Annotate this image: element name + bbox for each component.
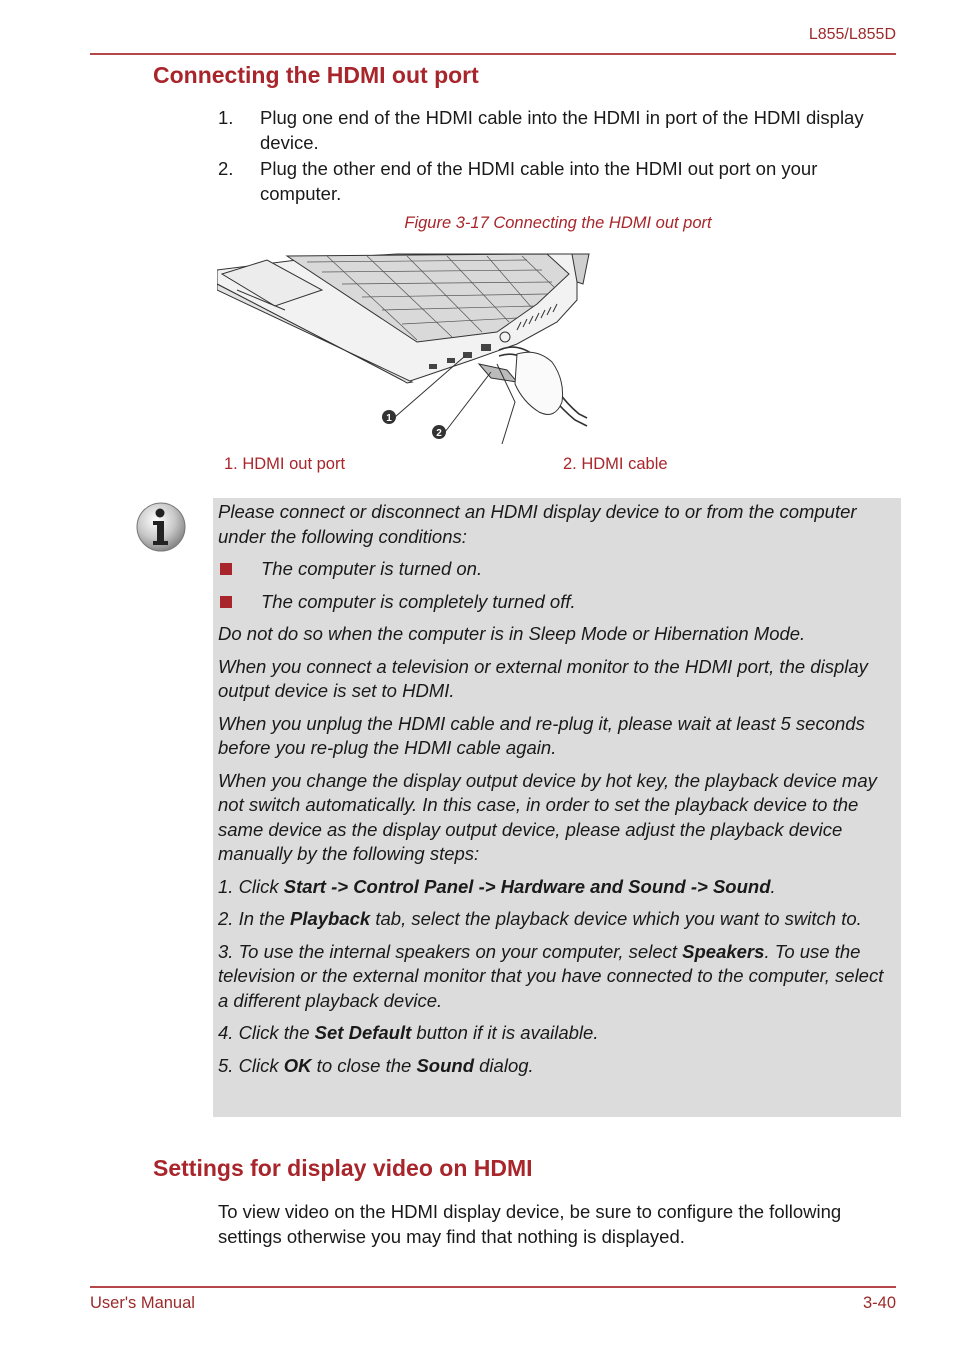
footer-manual-title: User's Manual [90, 1294, 195, 1312]
note-step-2: 2. In the Playback tab, select the playback device which you want to switch to. [218, 908, 862, 929]
bullet-text: The computer is turned on. [261, 558, 483, 579]
step-text: Plug one end of the HDMI cable into the HDMI in port of the HDMI display device. [260, 107, 864, 153]
footer-rule [90, 1286, 896, 1288]
note-step-3: 3. To use the internal speakers on your computer, select Speakers. To use the television or the external monitor that you have connected to the computer, select a different playback device. [218, 940, 884, 1011]
list-item [218, 157, 898, 206]
page-number: 3-40 [862, 1294, 896, 1312]
bullet-text: The computer is completely turned off. [261, 590, 576, 612]
section-heading-hdmi-settings: Settings for display video on HDMI [153, 1155, 533, 1181]
note-paragraph: When you unplug the HDMI cable and re-plug it, please wait at least 5 seconds before you re-plug the HDMI cable again. [218, 712, 865, 758]
step-text: Plug the other end of the HDMI cable into the HDMI out port on your computer. [260, 158, 818, 204]
list-item [218, 106, 898, 155]
note-paragraph: Do not do so when the computer is in Sleep Mode or Hibernation Mode. [218, 623, 806, 644]
laptop-illustration [217, 252, 593, 444]
list-item [218, 557, 896, 582]
list-item [218, 590, 896, 615]
bullet-square-icon [220, 563, 232, 575]
laptop-hdmi-figure [217, 252, 593, 444]
note-step-1: 1. Click Start -> Control Panel -> Hardware and Sound -> Sound. [218, 875, 776, 897]
note-step-5: 5. Click OK to close the Sound dialog. [218, 1054, 534, 1076]
figure-caption: Figure 3-17 Connecting the HDMI out port [404, 214, 712, 232]
info-icon [135, 501, 187, 553]
note-paragraph: When you change the display output device by hot key, the playback device may not switch automatically. In this case, in order to set the playback device to the same device as the display output device, please adjust the playback device manually by the following steps: [218, 769, 877, 864]
note-intro: Please connect or disconnect an HDMI display device to or from the computer under the following conditions: [218, 501, 857, 547]
callout-label: 1 [386, 413, 392, 424]
note-paragraph: When you connect a television or external monitor to the HDMI port, the display output device is set to HDMI. [218, 655, 868, 701]
bullet-square-icon [220, 596, 232, 608]
step-number: 2. [218, 158, 234, 179]
legend-hdmi-out-port: 1. HDMI out port [224, 455, 346, 473]
note-step-4: 4. Click the Set Default button if it is available. [218, 1022, 599, 1043]
legend-hdmi-cable: 2. HDMI cable [563, 455, 668, 473]
section-heading-hdmi-out: Connecting the HDMI out port [153, 62, 479, 88]
header-rule [90, 53, 896, 55]
callout-label: 2 [436, 428, 442, 439]
model-number: L855/L855D [808, 26, 896, 43]
steps-list [218, 106, 898, 208]
step-number: 1. [218, 107, 234, 128]
note-box [213, 498, 901, 1117]
hdmi-settings-paragraph: To view video on the HDMI display device, be sure to configure the following settings otherwise you may find that nothing is displayed. [218, 1201, 842, 1247]
